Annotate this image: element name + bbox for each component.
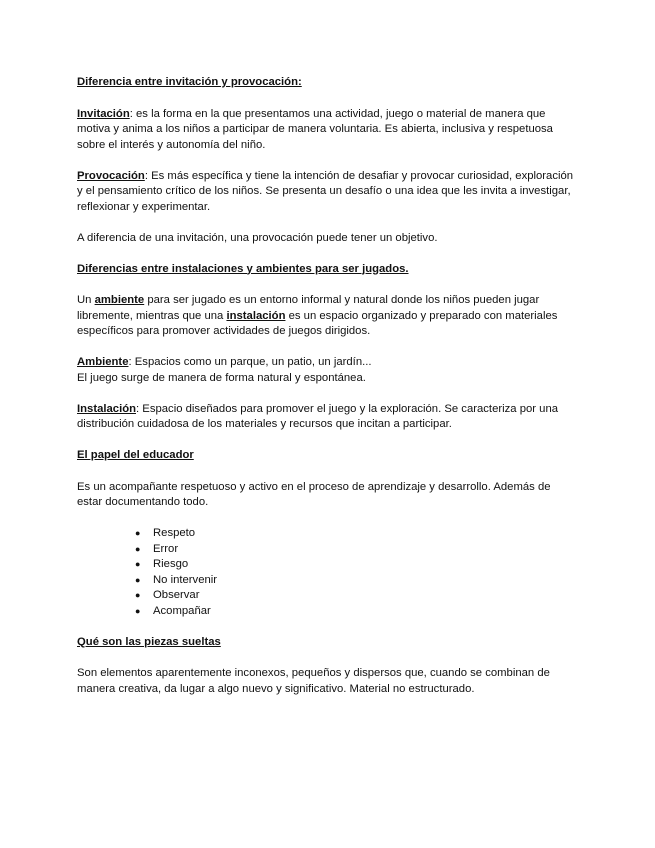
- paragraph-instalacion: [77, 402, 577, 433]
- term-invitacion: Invitación: [77, 107, 130, 120]
- heading-instalaciones-ambientes: Diferencias entre instalaciones y ambientes para ser jugados.: [77, 262, 409, 275]
- paragraph-ambiente-instalacion-intro: [77, 293, 577, 340]
- bullet-icon: ●: [135, 543, 141, 554]
- paragraph-piezas-sueltas: Son elementos aparentemente inconexos, pequeños y dispersos que, cuando se combinan de manera creativa, da lugar a algo nuevo y significativo. Material no estructurado.: [77, 667, 550, 695]
- list-item-text: Observar: [153, 589, 200, 601]
- list-item-text: Error: [153, 542, 179, 555]
- bullet-icon: ●: [135, 559, 141, 569]
- bullet-icon: ●: [135, 605, 141, 616]
- list-item: [135, 557, 577, 573]
- bullet-icon: ●: [135, 528, 141, 538]
- list-item: [135, 542, 577, 558]
- list-item-text: Respeto: [153, 527, 196, 539]
- paragraph-ambiente-2: El juego surge de manera de forma natural y espontánea.: [77, 371, 366, 384]
- text-intro-a: Un: [77, 294, 95, 306]
- list-item-text: No intervenir: [153, 573, 218, 586]
- text-intro-b: para ser jugado es un entorno informal y natural donde los niños pueden jugar libremente, mientras que una: [77, 294, 540, 322]
- document-page: [77, 75, 577, 713]
- term-ambiente: Ambiente: [77, 356, 129, 368]
- text-provocacion: : Es más específica y tiene la intención de desafiar y provocar curiosidad, exploración y el pensamiento crítico de los niños. Se presenta un desafío o una idea que les invita a investigar, reflexionar y experimentar.: [77, 169, 574, 213]
- list-item: [135, 588, 577, 604]
- term-instalacion: Instalación: [77, 402, 137, 415]
- heading-invitacion-provocacion: Diferencia entre invitación y provocación:: [77, 76, 302, 88]
- bullet-list-educador: [77, 526, 577, 619]
- paragraph-educador: Es un acompañante respetuoso y activo en el proceso de aprendizaje y desarrollo. Además de estar documentando todo.: [77, 480, 551, 508]
- bullet-icon: ●: [135, 590, 141, 600]
- list-item-text: Riesgo: [153, 558, 189, 570]
- list-item-text: Acompañar: [153, 604, 211, 617]
- text-invitacion: : es la forma en la que presentamos una actividad, juego o material de manera que motiva y anima a los niños a participar de manera voluntaria. Es abierta, inclusiva y respetuosa sobre el interés y autonomía del niño.: [77, 107, 553, 151]
- paragraph-invitacion: [77, 107, 577, 154]
- paragraph-provocacion: [77, 169, 577, 216]
- term-provocacion: Provocación: [77, 169, 145, 182]
- list-item: [135, 573, 577, 589]
- heading-piezas-sueltas: Qué son las piezas sueltas: [77, 635, 221, 648]
- term-instalacion-inline: instalación: [226, 309, 286, 322]
- text-ambiente: : Espacios como un parque, un patio, un jardín...: [128, 356, 372, 368]
- bullet-icon: ●: [135, 574, 141, 585]
- text-instalacion: : Espacio diseñados para promover el juego y la exploración. Se caracteriza por una distribución cuidadosa de los materiales y recursos que incitan a participar.: [77, 402, 559, 430]
- paragraph-ambiente: [77, 355, 577, 371]
- heading-papel-educador: El papel del educador: [77, 449, 194, 461]
- list-item: [135, 604, 577, 620]
- text-intro-c: es un espacio organizado y preparado con materiales específicos para promover actividades de juegos dirigidos.: [77, 309, 558, 337]
- list-item: [135, 526, 577, 542]
- paragraph-diferencia: A diferencia de una invitación, una provocación puede tener un objetivo.: [77, 231, 438, 244]
- term-ambiente-inline: ambiente: [94, 294, 145, 306]
